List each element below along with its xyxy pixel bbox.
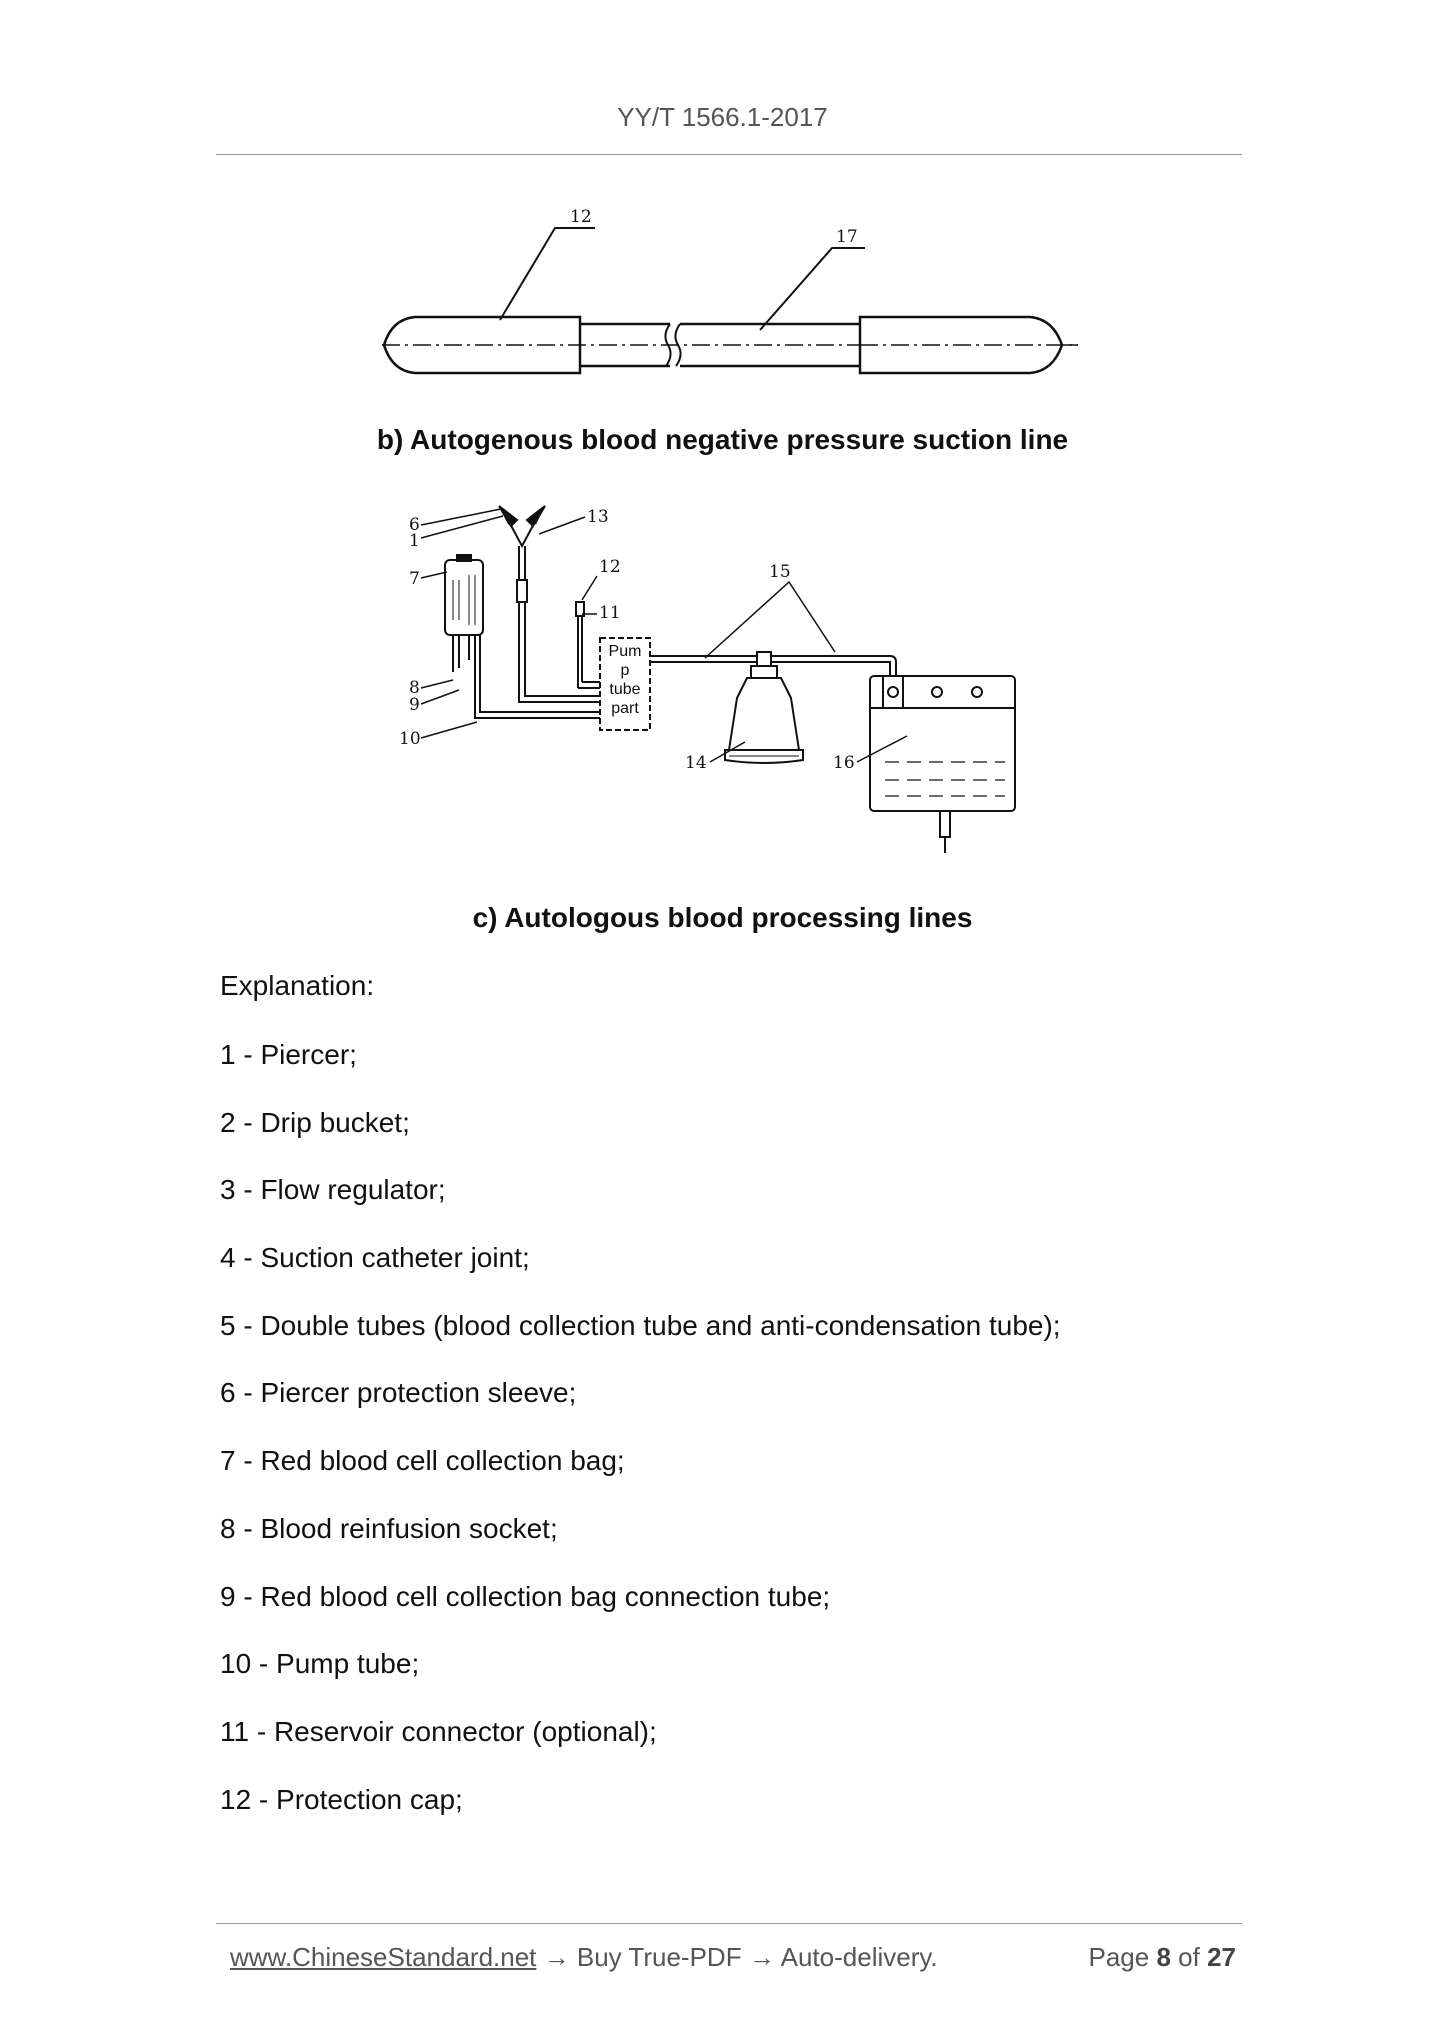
page-number: 8 [1156,1942,1171,1972]
pump-label-line-1: Pum [608,643,642,660]
callout-13: 13 [587,507,609,527]
legend-item: 11 - Reservoir connector (optional); [220,1715,657,1747]
callout-6: 6 [409,515,420,535]
header-divider [216,154,1242,155]
legend-item: 2 - Drip bucket; [220,1106,410,1138]
pump-label-line-2: p [620,662,630,679]
arrow-icon: → [543,1942,570,1972]
page-indicator [1088,1942,1236,1973]
callout-17: 17 [836,227,858,247]
pump-label-line-4: part [611,700,639,717]
total-pages: 27 [1207,1942,1236,1972]
callout-12: 12 [570,207,592,227]
footer [230,1942,1240,1973]
auto-delivery-text: Auto-delivery. [780,1942,938,1972]
legend-item: 1 - Piercer; [220,1039,357,1070]
callout-12: 12 [599,557,621,577]
callout-11: 11 [599,603,621,623]
arrow-icon: → [748,1942,775,1972]
callout-7: 7 [409,569,420,589]
legend-item: 4 - Suction catheter joint; [220,1242,530,1274]
callout-1: 1 [409,531,420,551]
legend-item: 12 - Protection cap; [220,1783,463,1815]
page-word: Page [1088,1942,1150,1972]
callout-16: 16 [833,753,855,773]
legend-item: 9 - Red blood cell collection bag connection tube; [220,1580,831,1612]
buy-true-pdf-text: Buy True-PDF [576,1942,742,1972]
of-word: of [1178,1942,1200,1972]
figure-b-caption: b) Autogenous blood negative pressure suction line [376,424,1069,455]
figure-processing-lines [385,500,1065,865]
legend-item: 10 - Pump tube; [220,1648,420,1680]
legend-item: 7 - Red blood cell collection bag; [220,1445,625,1477]
callout-14: 14 [685,753,707,773]
legend-item: 5 - Double tubes (blood collection tube and anti-condensation tube); [220,1309,1061,1341]
callout-10: 10 [399,729,421,749]
document-standard-code: YY/T 1566.1-2017 [617,102,828,132]
pump-label-line-3: tube [609,681,641,698]
legend-list [220,1038,1061,1850]
explanation-title: Explanation: [220,970,375,1001]
legend-item: 3 - Flow regulator; [220,1174,446,1206]
legend-item: 6 - Piercer protection sleeve; [220,1377,577,1409]
figure-c-caption: c) Autologous blood processing lines [472,902,973,933]
figure-suction-line [370,195,1090,385]
legend-item: 8 - Blood reinfusion socket; [220,1512,558,1544]
site-link[interactable]: www.ChineseStandard.net [230,1942,537,1972]
footer-divider [216,1923,1242,1924]
processing-lines-drawing [385,500,1065,865]
callout-15: 15 [769,562,791,582]
callout-8: 8 [409,678,420,698]
callout-9: 9 [409,695,420,715]
suction-line-drawing [370,195,1090,385]
